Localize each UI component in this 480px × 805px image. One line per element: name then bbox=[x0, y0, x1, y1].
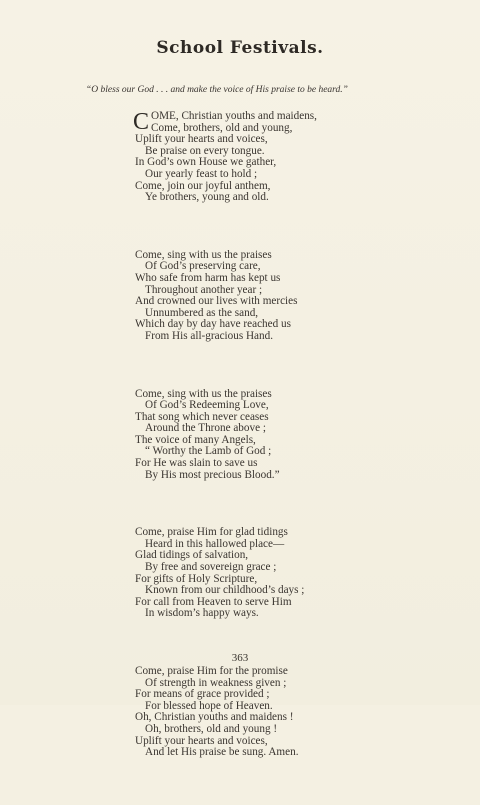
poem-line: Oh, Christian youths and maidens ! bbox=[135, 711, 294, 724]
poem-line: Heard in this hallowed place— bbox=[145, 537, 285, 550]
poem-line: Come, praise Him for the promise bbox=[135, 665, 288, 677]
hymn-text bbox=[135, 111, 375, 805]
poem-line: By free and sovereign grace ; bbox=[145, 561, 277, 574]
poem-line: Of God’s Redeeming Love, bbox=[145, 399, 269, 412]
poem-line: Come, brothers, old and young, bbox=[151, 121, 293, 134]
page-title: School Festivals. bbox=[156, 38, 324, 58]
poem-line: Ye brothers, young and old. bbox=[145, 191, 269, 204]
poem-line: That song which never ceases bbox=[135, 410, 269, 423]
poem-line: Our yearly feast to hold ; bbox=[145, 167, 258, 180]
poem-line: Come, sing with us the praises bbox=[135, 248, 272, 261]
poem-line: Of strength in weakness given ; bbox=[145, 676, 287, 689]
poem-line-text: OME, Christian youths and maidens, bbox=[151, 110, 317, 122]
drop-cap: C bbox=[133, 109, 150, 135]
poem-line: Come, join our joyful anthem, bbox=[135, 179, 271, 192]
poem-line: Come, sing with us the praises bbox=[135, 387, 272, 400]
poem-line: For call from Heaven to serve Him bbox=[135, 595, 292, 608]
poem-line: Uplift your hearts and voices, bbox=[135, 133, 268, 146]
stanza-5 bbox=[135, 666, 375, 759]
poem-line: Of God’s preserving care, bbox=[145, 260, 261, 273]
poem-line: Around the Throne above ; bbox=[145, 422, 266, 435]
poem-line: For He was slain to save us bbox=[135, 457, 258, 470]
poem-line: For gifts of Holy Scripture, bbox=[135, 572, 258, 585]
poem-line: Be praise on every tongue. bbox=[145, 144, 265, 157]
poem-line: In wisdom’s happy ways. bbox=[145, 607, 259, 620]
poem-line: And crowned our lives with mercies bbox=[135, 295, 298, 308]
poem-line: Uplift your hearts and voices, bbox=[135, 734, 268, 747]
poem-line: For means of grace provided ; bbox=[135, 688, 270, 701]
poem-line: Come, praise Him for glad tidings bbox=[135, 526, 288, 539]
poem-line: The voice of many Angels, bbox=[135, 433, 256, 446]
stanza-1 bbox=[135, 111, 375, 204]
poem-line: Throughout another year ; bbox=[145, 283, 263, 296]
poem-line: Who safe from harm has kept us bbox=[135, 271, 281, 284]
stanza-2 bbox=[135, 250, 375, 343]
poem-line: And let His praise be sung. Amen. bbox=[145, 746, 299, 759]
poem-line: Unnumbered as the sand, bbox=[145, 306, 259, 319]
poem-line: Glad tidings of salvation, bbox=[135, 549, 249, 562]
page-number: 363 bbox=[231, 652, 249, 664]
stanza-4 bbox=[135, 527, 375, 620]
poem-line: Known from our childhood’s days ; bbox=[145, 584, 305, 597]
poem-line: Which day by day have reached us bbox=[135, 318, 291, 331]
poem-line: For blessed hope of Heaven. bbox=[145, 699, 273, 712]
epigraph: “O bless our God . . . and make the voice of His praise to be heard.” bbox=[86, 85, 348, 95]
poem-line: Oh, brothers, old and young ! bbox=[145, 722, 278, 735]
poem-line: From His all-gracious Hand. bbox=[145, 329, 274, 342]
poem-line: “ Worthy the Lamb of God ; bbox=[145, 445, 272, 458]
stanza-3 bbox=[135, 389, 375, 482]
poem-line: By His most precious Blood.” bbox=[145, 468, 280, 481]
poem-line: In God’s own House we gather, bbox=[135, 156, 277, 169]
